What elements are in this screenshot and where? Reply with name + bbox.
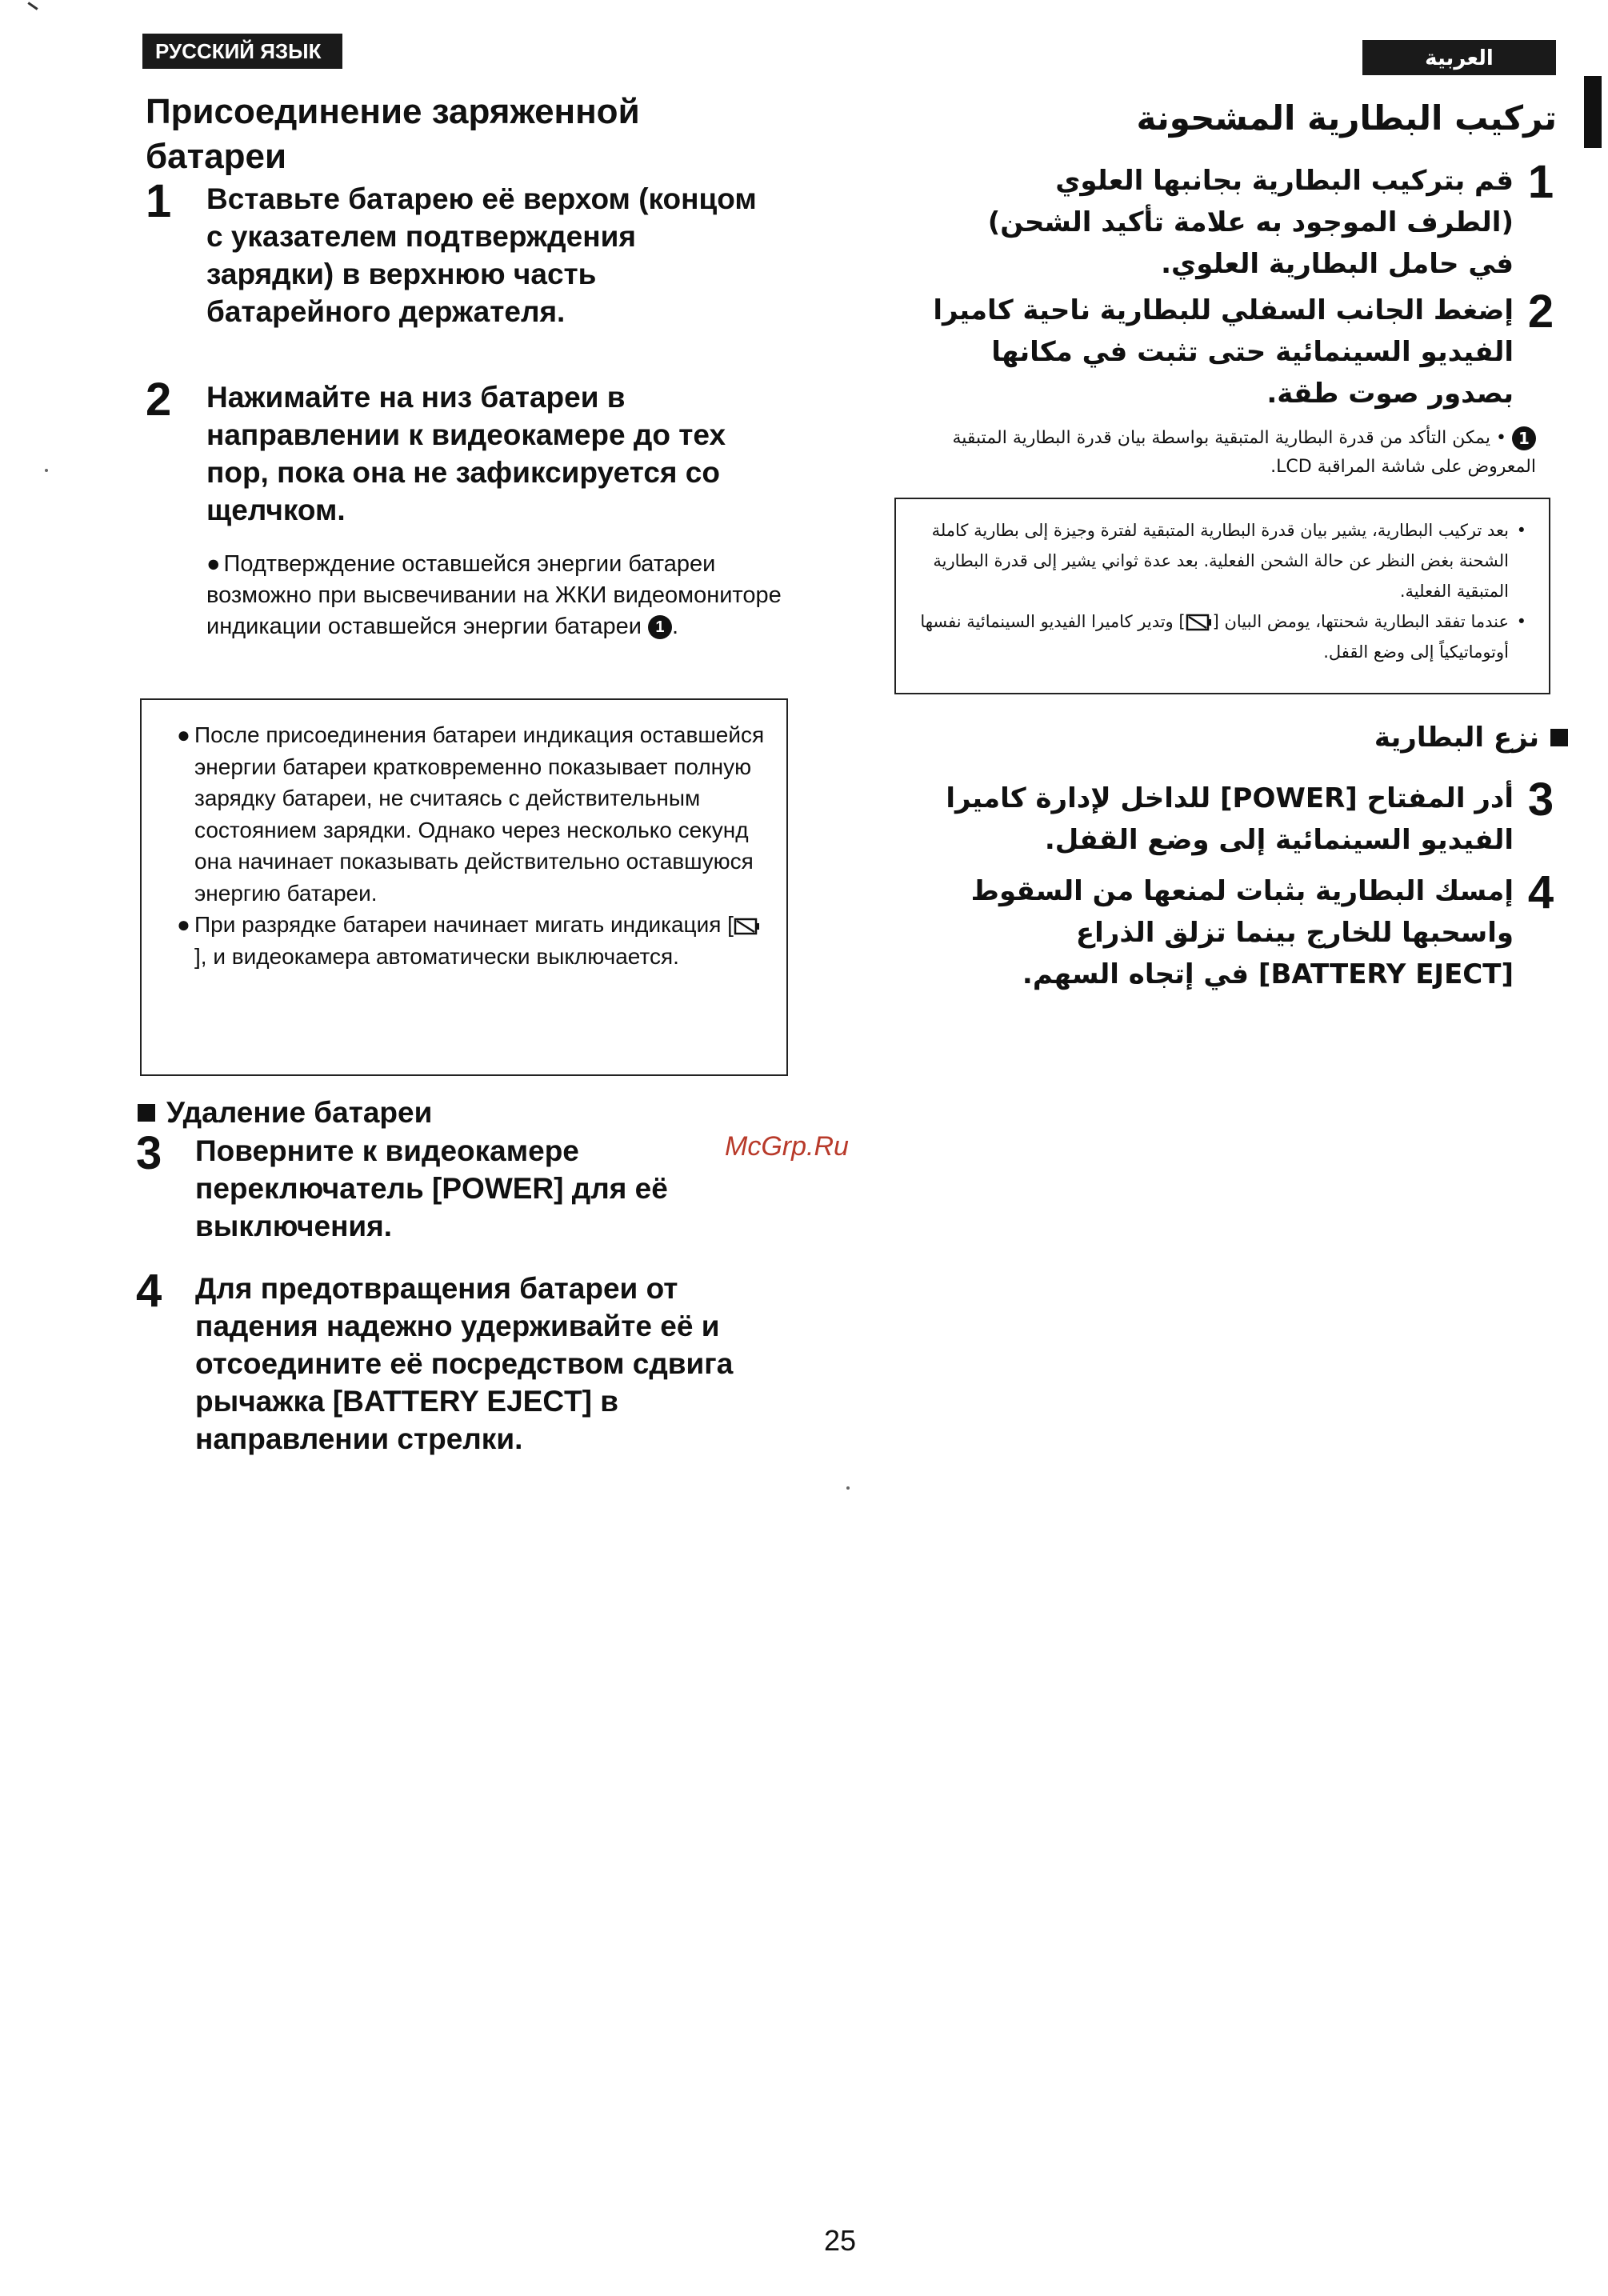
battery-empty-icon xyxy=(734,917,761,936)
ru-step-4 xyxy=(136,1265,792,1458)
info-text: بعد تركيب البطارية، يشير بيان قدرة البطارية المتبقية لفترة وجيزة إلى بطارية كاملة الشحنة بغض النظر عن حالة الشحن الفعلية. بعد عدة ثواني يشير إلى قدرة البطارية المتبقية الفعلية. xyxy=(931,521,1509,601)
corner-mark xyxy=(27,2,38,10)
step-text: Нажимайте на низ батареи в направлении к видеокамере до тех пор, пока она не зафиксируется со щелчком. xyxy=(206,381,726,526)
step-number: 3 xyxy=(136,1127,162,1179)
bullet: • xyxy=(1516,612,1526,631)
ru-step-1 xyxy=(146,175,770,330)
ar-step-3 xyxy=(928,774,1568,861)
watermark-link[interactable]: McGrp.Ru xyxy=(725,1131,849,1162)
bullet: • xyxy=(1516,521,1526,540)
ru-subsection-heading xyxy=(138,1094,432,1131)
ar-section-title: تركيب البطارية المشحونة xyxy=(1136,98,1557,138)
step-text: إمسك البطارية بثبات لمنعها من السقوط واسحبها للخارج بينما تزلق الذراع [BATTERY EJECT] في إتجاه السهم. xyxy=(970,875,1514,990)
info-text-a: عندما تفقد البطارية شحنتها، يومض البيان [ xyxy=(1212,612,1509,631)
note-text: Подтверждение оставшейся энергии батареи возможно при высвечивании на ЖКИ видеомониторе индикации оставшейся энергии батареи xyxy=(206,551,782,639)
scan-speck xyxy=(846,1486,850,1490)
ar-step-4 xyxy=(928,866,1568,995)
step-number: 4 xyxy=(1527,866,1554,918)
bullet: ● xyxy=(177,722,190,747)
info-text-b: ], и видеокамера автоматически выключается. xyxy=(194,943,679,969)
step-number: 1 xyxy=(1527,156,1554,208)
bullet: ● xyxy=(177,912,190,937)
step-text: قم بتركيب البطارية بجانبها العلوي (الطرف الموجود به علامة تأكيد الشحن) في حامل البطارية العلوي. xyxy=(987,165,1514,280)
info-text: После присоединения батареи индикация оставшейся энергии батареи кратковременно показывает полную зарядку батареи, не считаясь с действительным состоянием зарядки. Однако через несколько секунд она начинает показывать действительно оставшуюся энергию батареи. xyxy=(194,722,765,906)
step-number: 1 xyxy=(146,175,172,227)
info-paragraph xyxy=(912,606,1526,667)
step-number: 2 xyxy=(1527,286,1554,338)
ar-info-box xyxy=(894,498,1550,694)
step-text: أدر المفتاح [POWER] للداخل لإدارة كاميرا الفيديو السينمائية إلى وضع القفل. xyxy=(946,782,1514,856)
step-number: 2 xyxy=(146,374,172,426)
ar-note-battery-check xyxy=(912,424,1536,482)
ar-step-1 xyxy=(944,156,1568,285)
ru-note-battery-check: ● Подтверждение оставшейся энергии батареи возможно при высвечивании на ЖКИ видеомониторе индикации оставшейся энергии батареи 1 . xyxy=(206,551,782,639)
page-number: 25 xyxy=(824,2224,857,2257)
bullet: ● xyxy=(206,551,221,577)
ar-subsection-heading xyxy=(1374,722,1568,754)
page-edge-marker xyxy=(1584,76,1602,148)
bullet: • xyxy=(1496,428,1506,448)
circled-number-icon: 1 xyxy=(1512,426,1536,450)
ar-step-2 xyxy=(928,286,1568,414)
subsection-title: نزع البطارية xyxy=(1374,722,1539,754)
battery-empty-icon xyxy=(1186,613,1213,632)
square-bullet-icon xyxy=(138,1104,155,1122)
step-number: 3 xyxy=(1527,774,1554,826)
scan-speck xyxy=(45,469,48,472)
step-text: Поверните к видеокамере переключатель [POWER] для её выключения. xyxy=(195,1134,668,1242)
step-text: Для предотвращения батареи от падения надежно удерживайте её и отсоедините её посредством сдвига рычажка [BATTERY EJECT] в направлении стрелки. xyxy=(195,1272,734,1455)
language-tab-russian: РУССКИЙ ЯЗЫК xyxy=(142,34,342,69)
circled-number-icon: 1 xyxy=(648,615,672,639)
step-text: إضغط الجانب السفلي للبطارية ناحية كاميرا الفيديو السينمائية حتى تثبت في مكانها بصدور صوت طقة. xyxy=(933,294,1514,410)
info-text-b: ] وتدير كاميرا الفيديو السينمائية نفسها أوتوماتيكياً إلى وضع القفل. xyxy=(920,612,1509,662)
info-paragraph xyxy=(177,719,769,909)
info-paragraph xyxy=(177,909,769,972)
subsection-title: Удаление батареи xyxy=(166,1096,433,1129)
step-number: 4 xyxy=(136,1265,162,1317)
step-text: Вставьте батарею её верхом (концом с указателем подтверждения зарядки) в верхнюю часть батарейного держателя. xyxy=(206,182,757,328)
ru-step-3 xyxy=(136,1127,792,1245)
square-bullet-icon xyxy=(1550,729,1568,746)
ru-section-title: Присоединение заряженной батареи xyxy=(146,92,640,176)
note-text: يمكن التأكد من قدرة البطارية المتبقية بواسطة بيان قدرة البطارية المتبقية المعروض على شاشة المراقبة LCD. xyxy=(952,428,1536,477)
language-tab-arabic: العربية xyxy=(1362,40,1556,75)
info-paragraph xyxy=(912,515,1526,606)
ru-step-2 xyxy=(146,374,786,529)
ru-info-box xyxy=(140,698,788,1076)
info-text-a: При разрядке батареи начинает мигать индикация [ xyxy=(194,912,734,937)
